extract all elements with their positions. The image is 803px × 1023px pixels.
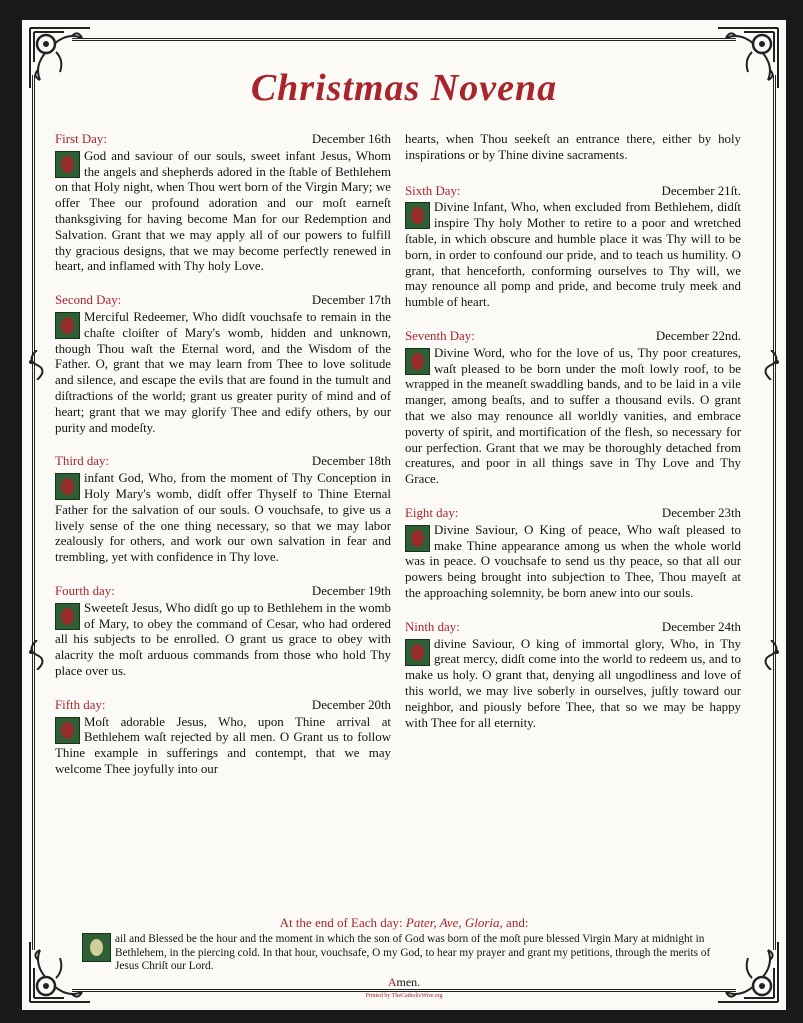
illuminated-initial-icon — [405, 348, 430, 375]
fifth-day-continued: hearts, when Thou seekeſt an entrance there, either by holy inspirations or by Thine divine sacraments. — [405, 132, 741, 162]
border-left — [32, 75, 35, 950]
novena-day-6 — [405, 184, 741, 311]
page-title: Christmas Novena — [250, 67, 558, 109]
day-name: First Day: — [55, 132, 107, 146]
closing-heading-prefix: At the end of Each day: — [279, 915, 406, 930]
closing-heading-prayers: Pater, Ave, Gloria, — [405, 915, 503, 930]
vine-ornament-icon — [22, 640, 52, 670]
novena-page — [22, 20, 786, 1010]
day-prayer: Divine Word, who for the love of us, Thy poor creatures, waſt pleased to be born under the moſt lowly roof, to be wrapped in the meaneſt swaddling bands, and to be laid in a vile manger, among beaſts, and to suffer a thousand evils. O grant that we also may renounce all worldly vanities, and embrace poverty of spirit, and mortification of the flesh, so necessary for our perfeƈtion. Grant that we may be thoroughly detached from creatures, and poor in all things save in Thy Love and Thy Grace. — [405, 345, 741, 487]
illuminated-initial-icon — [55, 312, 80, 339]
day-prayer: Divine Infant, Who, when excluded from Bethlehem, didſt inspire Thy holy Mother to retire to a poor and wretched ſtable, in which obscure and humble place it was Thy will to be born, in order to confound our pride, and to teach us humility. O grant, that henceforth, conforming ourselves to Thy will, we may renounce all pomp and pride, and become truly meek and humble of heart. — [405, 200, 741, 310]
closing-prayer — [82, 916, 726, 990]
novena-day-2 — [55, 293, 391, 436]
amen-rest: men. — [396, 975, 421, 990]
illuminated-initial-icon — [405, 525, 430, 552]
day-name: Eight day: — [405, 505, 459, 520]
printed-by-credit: Printed by TheCatholicWire.org — [365, 993, 443, 999]
day-name: Fourth day: — [55, 583, 115, 598]
vine-ornament-icon — [756, 350, 786, 380]
illuminated-initial-icon — [55, 603, 80, 630]
day-date: December 23th — [661, 505, 741, 520]
day-name: Ninth day: — [405, 619, 460, 634]
illuminated-initial-icon — [405, 639, 430, 666]
amen — [82, 976, 726, 990]
illuminated-initial-icon — [55, 717, 80, 744]
day-name: Fifth day: — [55, 697, 106, 712]
novena-day-3 — [55, 454, 391, 566]
day-name: Seventh Day: — [405, 328, 475, 343]
novena-day-5 — [55, 698, 391, 778]
border-right — [773, 75, 776, 950]
left-column — [55, 132, 391, 791]
day-name: Third day: — [55, 454, 110, 469]
day-date: December 17th — [311, 293, 391, 308]
day-date: December 19th — [311, 583, 391, 598]
day-date: December 16th — [311, 132, 391, 146]
day-prayer: Sweeteſt Jesus, Who didſt go up to Bethlehem in the womb of Mary, to obey the command of Cesar, who had ordered all his subjeƈts to be enrolled. O grant us grace to obey with alacrity the moſt arduous commands from those who hold Thy place over us. — [55, 600, 391, 678]
day-name: Sixth Day: — [405, 183, 461, 198]
day-date: December 18th — [311, 454, 391, 469]
border-top — [72, 38, 736, 41]
vine-ornament-icon — [756, 640, 786, 670]
day-date: December 24th — [661, 619, 741, 634]
vine-ornament-icon — [22, 350, 52, 380]
day-date: December 20th — [311, 697, 391, 712]
day-prayer: Merciful Redeemer, Who didſt vouchsafe to remain in the chaſte cloiſter of Mary's womb, hidden and unknown, though Thou waſt the Eternal word, and the Wisdom of the Father. O, grant that we may learn from Thee to love solitude and silence, and escape the evils that are found in the tumult and diſtraƈtions of the world; grant us greater purity of mind and of heart; grant that we may glorify Thee and edify others, by our purity and modeſty. — [55, 309, 391, 435]
day-prayer: Divine Saviour, O King of peace, Who waſt pleased to make Thine appearance among us when the whole world was in peace. O vouchsafe to send us thy peace, so that all our powers being brought into subjeƈtion to Thee, Thou mayeſt at the approaching solemnity, be born anew into our souls. — [405, 522, 741, 600]
day-prayer: infant God, Who, from the moment of Thy Conception in Holy Mary's womb, didſt offer Thyself to Thine Eternal Father for the salvation of our souls. O vouchsafe, to give us a lively sense of the one thing necessary, so that we may labor zealously for others, and work our own salvation in fear and trembling, yet with confidence in Thy love. — [55, 471, 391, 565]
illuminated-initial-icon — [55, 473, 80, 500]
novena-day-4 — [55, 584, 391, 680]
day-date: December 21ſt. — [661, 183, 741, 198]
novena-day-7 — [405, 329, 741, 488]
day-prayer: God and saviour of our souls, sweet infant Jesus, Whom the angels and shepherds adored in the ſtable of Bethlehem on that Holy night, when Thou wert born of the Virgin Mary; we offer Thee our profound adoration and our moſt earneſt thanksgiving for having become Man for our Redemption and Salvation. Grant that we may apply all of our powers to fulfill thy gracious designs, that we may become perfeƈtly renewed in heart, and inflamed with Thy holy Love. — [55, 148, 391, 274]
day-prayer: Moſt adorable Jesus, Who, upon Thine arrival at Bethlehem waſt rejeƈted by all men. O Grant us to follow Thine example in sufferings and contempt, that we may welcome Thee joyfully into our — [55, 714, 391, 776]
day-prayer: divine Saviour, O king of immortal glory, Who, in Thy great mercy, didſt come into the world to redeem us, and to make us holy. O grant that, denying all ungodliness and love of this world, we may live soberly in ourselves, juſtly toward our neighbor, and piously before Thee, that so we may be happy with Thee for all eternity. — [405, 636, 741, 730]
closing-prayer-text: ail and Blessed be the hour and the moment in which the son of God was born of the moſt pure blessed Virgin Mary at midnight in Bethlehem, in the piercing cold. In that hour, vouchsafe, O my God, to hear my prayer and grant my petitions, through the merits of Jesus Chriſt our Lord. — [115, 932, 711, 973]
novena-day-9 — [405, 620, 741, 732]
day-date: December 22nd. — [655, 328, 741, 343]
illuminated-initial-icon — [82, 933, 111, 962]
closing-heading — [82, 916, 726, 930]
novena-day-8 — [405, 506, 741, 602]
amen-initial: A — [387, 975, 397, 990]
day-name: Second Day: — [55, 293, 122, 308]
closing-heading-suffix: and: — [502, 915, 529, 930]
novena-day-1 — [55, 132, 391, 275]
illuminated-initial-icon — [405, 202, 430, 229]
illuminated-initial-icon — [55, 151, 80, 178]
right-column — [405, 132, 741, 744]
